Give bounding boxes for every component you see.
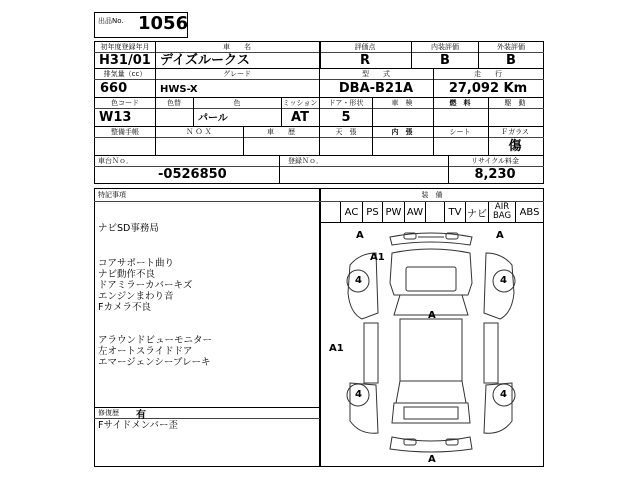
chassis-number: -0526850 (158, 167, 227, 182)
front-glass: 傷 (508, 139, 522, 154)
roof-lining-label: 天 張 (335, 128, 357, 136)
repair-note-line: Fサイドメンバー歪 (98, 420, 179, 431)
color-code: W13 (99, 110, 132, 125)
damage-mark: A1 (370, 252, 385, 263)
note-line: ナビSD事務局 (98, 223, 159, 234)
note-line: コアサポート曲り (98, 258, 175, 269)
equipment-pw: PW (383, 202, 405, 222)
inspection-label: 車 検 (391, 99, 413, 107)
equipment-ac: AC (341, 202, 363, 222)
interior-grade-label: 内装評価 (431, 43, 459, 51)
equipment-empty-cell (426, 202, 445, 222)
drive-label: 駆 動 (504, 99, 526, 107)
left-side-view (347, 253, 378, 433)
interior-lining-label: 内 張 (391, 128, 413, 136)
tire-mark: 4 (355, 275, 362, 286)
equipment-empty-cell (320, 202, 341, 222)
note-line: エマージェンシーブレーキ (98, 357, 211, 368)
score-label: 評価点 (354, 43, 376, 51)
tire-mark: 4 (500, 389, 507, 400)
lot-number-label: 出品No. (98, 17, 124, 25)
auction-score: R (359, 53, 371, 68)
color-code-label: 色コード (111, 99, 139, 107)
equipment-label: 装 備 (421, 191, 443, 199)
tire-mark: 4 (355, 389, 362, 400)
chassis-label: 車台Ｎｏ． (98, 157, 133, 165)
equipment-abs: ABS (519, 206, 540, 218)
recycle-fee: 8,230 (474, 167, 516, 182)
front-glass-label: Ｆガラス (501, 128, 529, 136)
tire-mark: 4 (500, 275, 507, 286)
lot-number: 1056 (138, 13, 189, 34)
damage-mark: A (428, 454, 436, 465)
model-code: DBA-B21A (338, 81, 414, 96)
history-label: 車 歴 (267, 128, 295, 136)
damage-mark: A (428, 310, 436, 321)
grade: HWS-X (160, 84, 198, 95)
damage-mark: A (496, 230, 504, 241)
color-change-label: 色替 (167, 99, 181, 107)
doors-label: ドア・形状 (328, 99, 364, 107)
equipment-ps: PS (363, 202, 383, 222)
repair-history-value: 有 (136, 410, 146, 421)
fuel-label: 燃 料 (449, 99, 471, 107)
interior-grade: B (440, 53, 450, 68)
mileage-label: 走 行 (474, 70, 502, 78)
note-line: 左オートスライドドア (98, 346, 193, 357)
displacement-label: 排気量（cc） (103, 70, 147, 78)
note-line: アラウンドビューモニター (98, 335, 213, 346)
car-name: デイズルークス (160, 53, 250, 68)
color-label: 色 (233, 99, 241, 107)
maintenance-label: 整備手帳 (111, 128, 139, 136)
damage-mark: A (356, 230, 364, 241)
repair-history-label: 修復歴 (98, 409, 119, 417)
damage-mark: A1 (329, 343, 344, 354)
notes-label: 特記事項 (98, 191, 126, 199)
model-code-label: 型 式 (362, 70, 390, 78)
nox-label: Ｎ Ｏ Ｘ (186, 128, 212, 136)
mileage: 27,092 Km (448, 81, 528, 96)
note-line: ナビ動作不良 (98, 269, 156, 280)
mission-label: ミッション (282, 99, 318, 107)
rear-bumper-shape (390, 437, 472, 452)
mission: AT (291, 110, 309, 125)
equipment-navi: ナビ (466, 202, 489, 222)
recycle-label: リサイクル料金 (470, 157, 520, 165)
seat-label: シート (449, 128, 471, 136)
displacement: 660 (100, 81, 128, 96)
car-top-view (390, 249, 472, 423)
car-name-label: 車 名 (223, 43, 251, 51)
car-condition-diagram (320, 223, 543, 466)
color-name: パール (198, 113, 228, 124)
year-label: 初年度登録年月 (100, 43, 150, 51)
first-registration: H31/01 (99, 53, 151, 68)
note-line: Fカメラ不良 (98, 302, 151, 313)
note-line: ドアミラーカバーキズ (98, 280, 193, 291)
doors: 5 (341, 110, 351, 125)
front-bumper-shape (390, 233, 472, 245)
note-line: エンジンまわり音 (98, 291, 174, 302)
equipment-tv: TV (445, 202, 466, 222)
equipment-airbag: AIR BAG (489, 202, 516, 222)
exterior-grade-label: 外装評価 (497, 43, 525, 51)
registration-label: 登録Ｎｏ． (288, 157, 323, 165)
grade-label: グレード (223, 70, 251, 78)
equipment-aw: AW (405, 202, 426, 222)
exterior-grade: B (506, 53, 516, 68)
